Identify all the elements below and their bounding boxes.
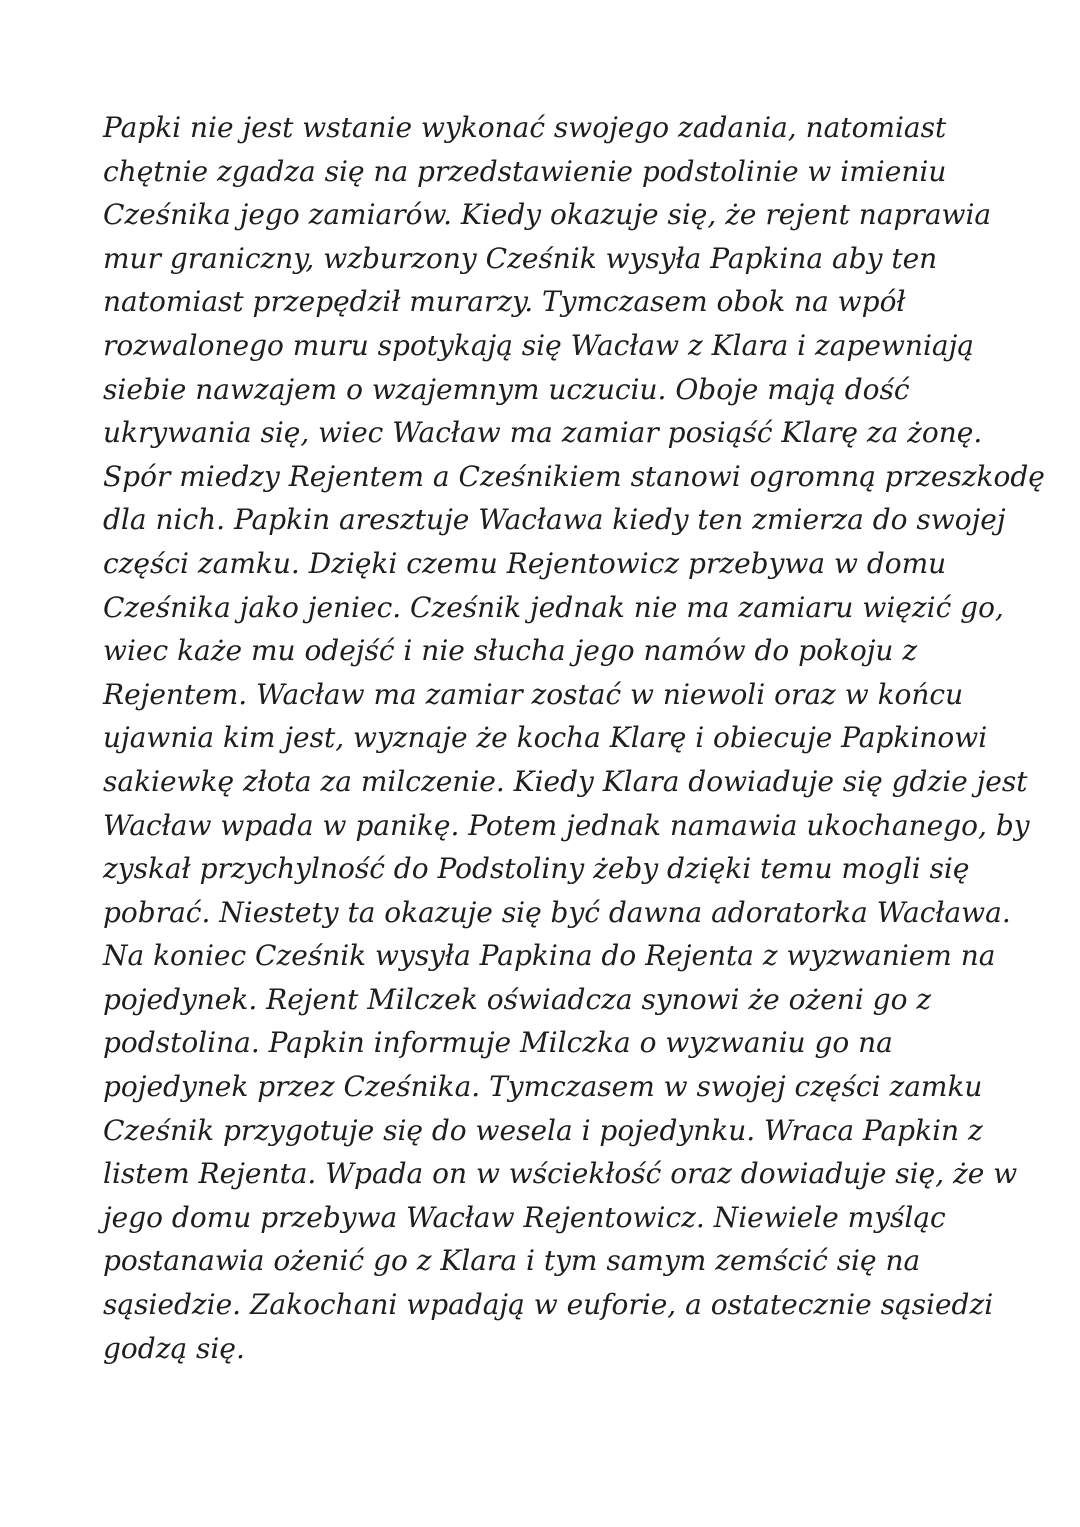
text-line: godzą się. <box>103 1331 245 1365</box>
text-line: Cześnik przygotuje się do wesela i pojedynku. Wraca Papkin z <box>103 1113 983 1147</box>
text-line: zyskał przychylność do Podstoliny żeby dzięki temu mogli się <box>103 852 970 886</box>
text-line: jego domu przebywa Wacław Rejentowicz. Niewiele myśląc <box>103 1200 946 1234</box>
text-line: ukrywania się, wiec Wacław ma zamiar posiąść Klarę za żonę. <box>103 416 983 450</box>
text-line: pojedynek przez Cześnika. Tymczasem w swojej części zamku <box>103 1070 983 1104</box>
text-line: Rejentem. Wacław ma zamiar zostać w niewoli oraz w końcu <box>103 677 964 711</box>
text-line: Cześnika jego zamiarów. Kiedy okazuje się, że rejent naprawia <box>103 198 992 232</box>
text-line: natomiast przepędził murarzy. Tymczasem obok na wpół <box>103 285 906 319</box>
text-line: mur graniczny, wzburzony Cześnik wysyła Papkina aby ten <box>103 241 938 275</box>
summary-paragraph <box>103 106 1045 1370</box>
text-line: siebie nawzajem o wzajemnym uczuciu. Oboje mają dość <box>103 372 910 406</box>
text-line: pojedynek. Rejent Milczek oświadcza synowi że ożeni go z <box>103 982 932 1016</box>
text-line: podstolina. Papkin informuje Milczka o wyzwaniu go na <box>103 1026 893 1060</box>
text-line: rozwalonego muru spotykają się Wacław z Klara i zapewniają <box>103 328 974 362</box>
text-line: postanawia ożenić go z Klara i tym samym zemścić się na <box>103 1244 921 1278</box>
text-line: Na koniec Cześnik wysyła Papkina do Rejenta z wyzwaniem na <box>103 939 996 973</box>
text-line: sąsiedzie. Zakochani wpadają w euforie, a ostatecznie sąsiedzi <box>103 1288 994 1322</box>
text-line: dla nich. Papkin aresztuje Wacława kiedy ten zmierza do swojej <box>103 503 1006 537</box>
text-line: pobrać. Niestety ta okazuje się być dawna adoratorka Wacława. <box>103 895 1011 929</box>
text-line: części zamku. Dzięki czemu Rejentowicz przebywa w domu <box>103 546 947 580</box>
text-line: ujawnia kim jest, wyznaje że kocha Klarę i obiecuje Papkinowi <box>103 721 988 755</box>
text-line: listem Rejenta. Wpada on w wściekłość oraz dowiaduje się, że w <box>103 1157 1018 1191</box>
text-line: Spór miedzy Rejentem a Cześnikiem stanowi ogromną przeszkodę <box>103 459 1045 493</box>
text-line: Papki nie jest wstanie wykonać swojego zadania, natomiast <box>103 111 947 144</box>
text-line: chętnie zgadza się na przedstawienie podstolinie w imieniu <box>103 154 947 188</box>
text-line: Wacław wpada w panikę. Potem jednak namawia ukochanego, by <box>103 808 1030 842</box>
text-line: sakiewkę złota za milczenie. Kiedy Klara dowiaduje się gdzie jest <box>103 764 1028 798</box>
text-line: wiec każe mu odejść i nie słucha jego namów do pokoju z <box>103 634 918 668</box>
text-line: Cześnika jako jeniec. Cześnik jednak nie ma zamiaru więzić go, <box>103 590 1004 624</box>
